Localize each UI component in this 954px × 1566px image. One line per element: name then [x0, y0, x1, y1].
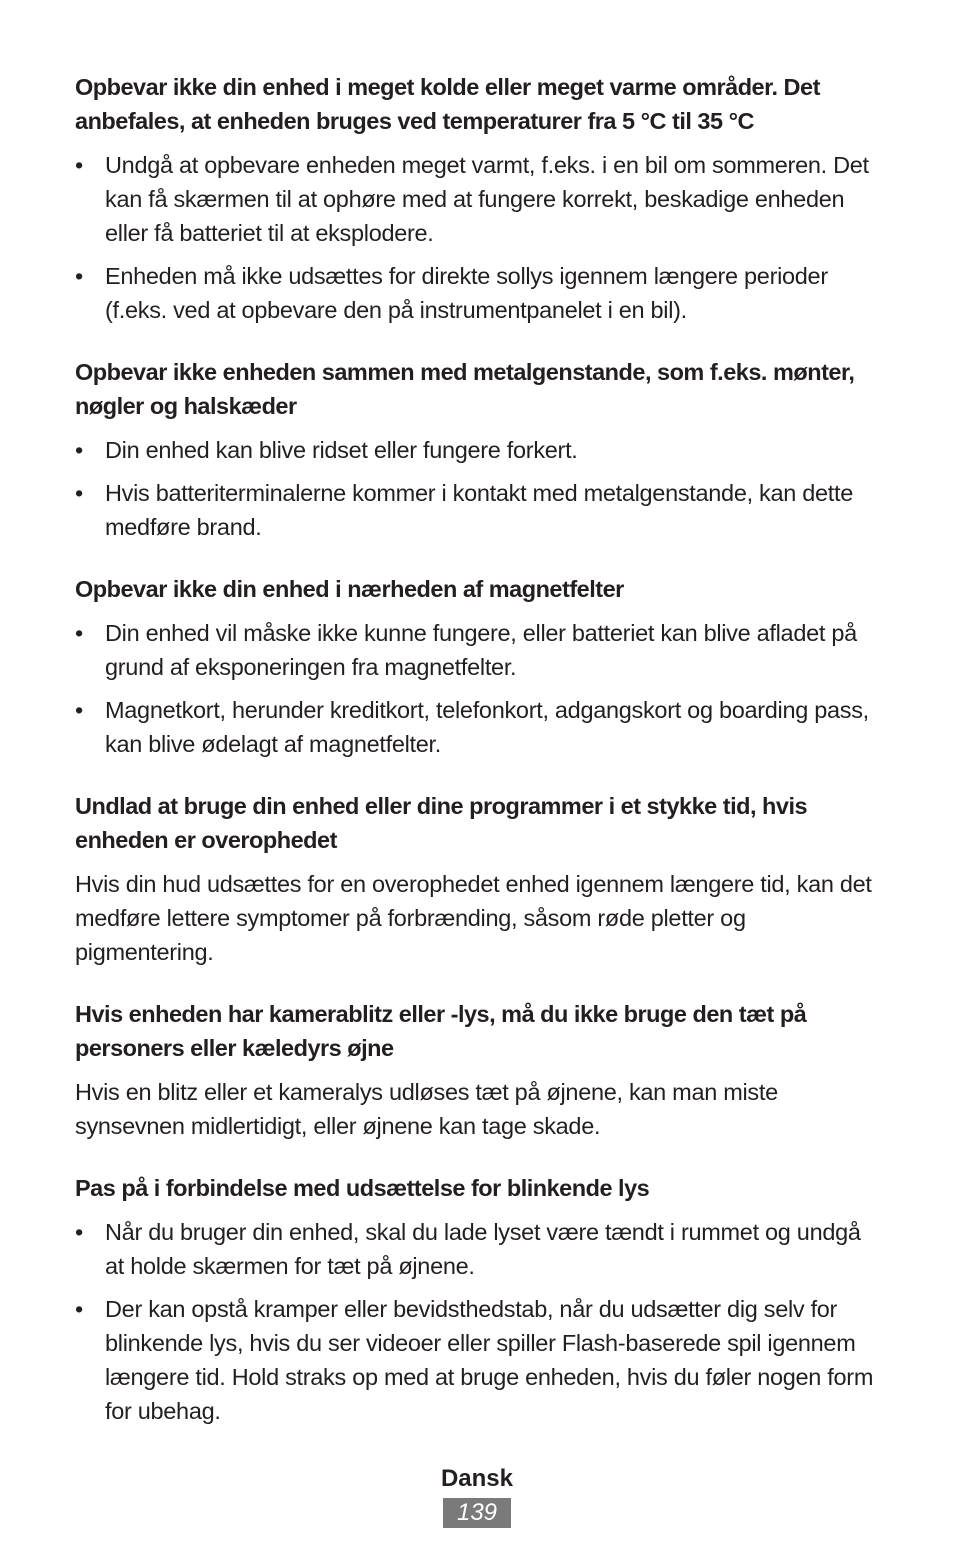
bullet-list: [75, 148, 875, 327]
list-item-text: Undgå at opbevare enheden meget varmt, f.eks. i en bil om sommeren. Det kan få skærmen til at ophøre med at fungere korrekt, beskadige enheden eller få batteriet til at eksplodere.: [105, 152, 869, 246]
bullet-icon: •: [75, 480, 83, 506]
section-cold-hot-areas: [75, 70, 875, 327]
list-item-text: Der kan opstå kramper eller bevidsthedstab, når du udsætter dig selv for blinkende lys, hvis du ser videoer eller spiller Flash-baserede spil igennem længere tid. Hold straks op med at bruge enheden, hvis du føler nogen form for ubehag.: [105, 1296, 874, 1424]
footer-language: Dansk: [440, 1465, 514, 1492]
section-camera-flash: [75, 997, 875, 1143]
list-item: [75, 476, 875, 544]
section-heading: Hvis enheden har kamerablitz eller -lys, må du ikke bruge den tæt på personers eller kæledyrs øjne: [75, 1001, 807, 1061]
bullet-icon: •: [75, 620, 83, 646]
section-heading: Pas på i forbindelse med udsættelse for blinkende lys: [75, 1175, 650, 1201]
section-overheated-device: [75, 789, 875, 969]
section-heading: Opbevar ikke din enhed i meget kolde eller meget varme områder. Det anbefales, at enheden bruges ved temperaturer fra 5 °C til 35 °C: [75, 74, 820, 134]
section-heading: Opbevar ikke enheden sammen med metalgenstande, som f.eks. mønter, nøgler og halskæder: [75, 359, 855, 419]
list-item: [75, 616, 875, 684]
list-item: [75, 148, 875, 250]
section-paragraph: Hvis en blitz eller et kameralys udløses tæt på øjnene, kan man miste synsevnen midlertidigt, eller øjnene kan tage skade.: [75, 1079, 778, 1139]
bullet-list: [75, 616, 875, 761]
list-item-text: Når du bruger din enhed, skal du lade lyset være tændt i rummet og undgå at holde skærmen for tæt på øjnene.: [105, 1219, 861, 1279]
bullet-icon: •: [75, 152, 83, 178]
list-item: [75, 1292, 875, 1428]
list-item: [75, 693, 875, 761]
section-magnetic-fields: [75, 572, 875, 761]
bullet-list: [75, 433, 875, 544]
section-flashing-lights: [75, 1171, 875, 1428]
list-item-text: Din enhed vil måske ikke kunne fungere, eller batteriet kan blive afladet på grund af eksponeringen fra magnetfelter.: [105, 620, 857, 680]
bullet-icon: •: [75, 437, 83, 463]
page-footer: [0, 1462, 954, 1528]
section-paragraph: Hvis din hud udsættes for en overophedet enhed igennem længere tid, kan det medføre lettere symptomer på forbrænding, såsom røde pletter og pigmentering.: [75, 871, 872, 965]
page-content: [75, 70, 875, 1456]
list-item: [75, 1215, 875, 1283]
bullet-list: [75, 1215, 875, 1428]
section-heading: Opbevar ikke din enhed i nærheden af magnetfelter: [75, 576, 624, 602]
section-heading: Undlad at bruge din enhed eller dine programmer i et stykke tid, hvis enheden er overophedet: [75, 793, 808, 853]
list-item: [75, 259, 875, 327]
bullet-icon: •: [75, 1296, 83, 1322]
page-number-badge: 139: [443, 1498, 511, 1528]
list-item: [75, 433, 875, 467]
bullet-icon: •: [75, 263, 83, 289]
list-item-text: Enheden må ikke udsættes for direkte sollys igennem længere perioder (f.eks. ved at opbevare den på instrumentpanelet i en bil).: [105, 263, 828, 323]
list-item-text: Magnetkort, herunder kreditkort, telefonkort, adgangskort og boarding pass, kan blive ødelagt af magnetfelter.: [105, 697, 869, 757]
section-metal-objects: [75, 355, 875, 544]
list-item-text: Din enhed kan blive ridset eller fungere forkert.: [105, 437, 578, 463]
list-item-text: Hvis batteriterminalerne kommer i kontakt med metalgenstande, kan dette medføre brand.: [105, 480, 854, 540]
bullet-icon: •: [75, 697, 83, 723]
bullet-icon: •: [75, 1219, 83, 1245]
